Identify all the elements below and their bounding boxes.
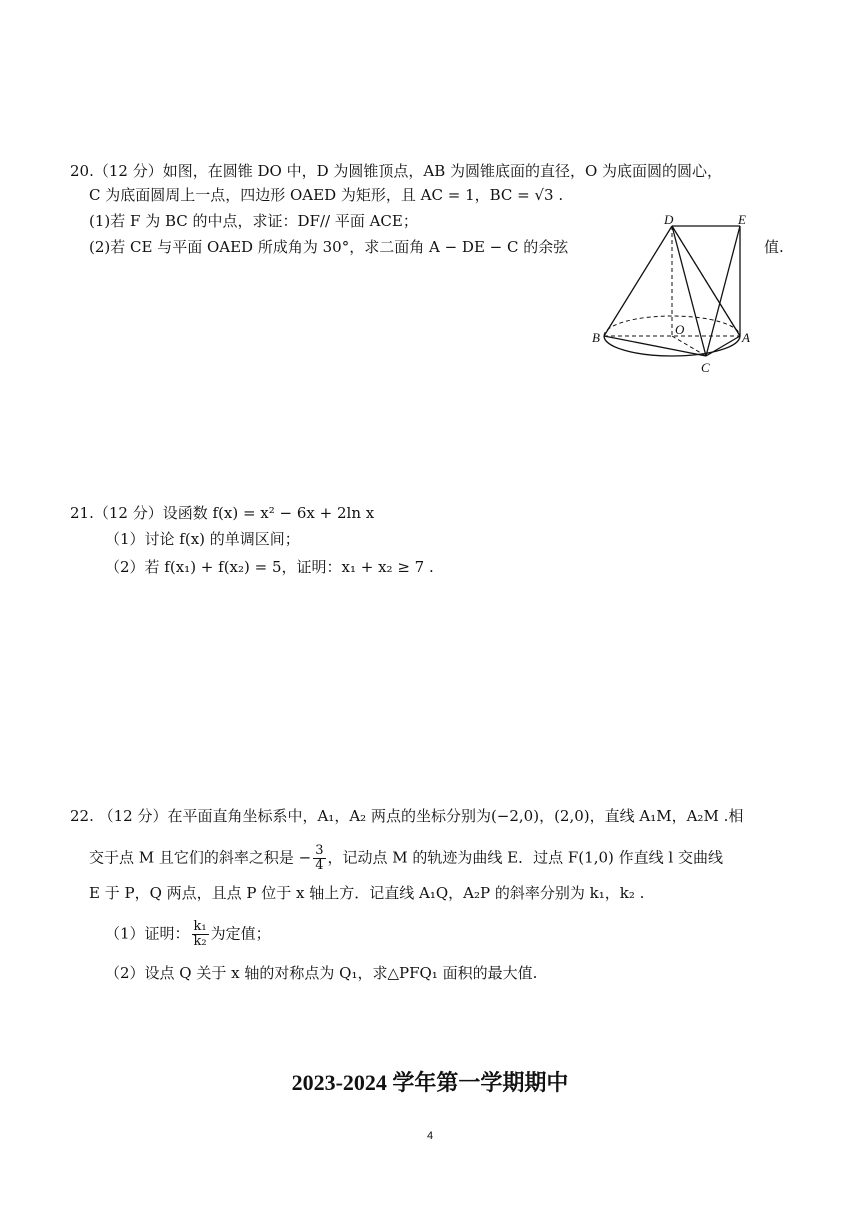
cone-figure [590,210,770,380]
label-a: A [742,330,750,345]
q22-line-3: E 于 P，Q 两点，且点 P 位于 x 轴上方．记直线 A₁Q，A₂P 的斜率分别为 k₁，k₂ . [89,884,645,902]
q20-part-2: (2)若 CE 与平面 OAED 所成角为 30°，求二面角 A − DE − C 的余弦 [89,238,569,256]
q22-part-2: （2）设点 Q 关于 x 轴的对称点为 Q₁，求△PFQ₁ 面积的最大值. [105,964,538,982]
label-d: D [664,212,674,227]
q21-part-1: （1）讨论 f(x) 的单调区间； [105,530,300,548]
k-ratio-fraction [192,920,209,949]
q20-part-2-tail: 值. [764,238,784,256]
q22-part-1-a: （1）证明： [105,924,190,943]
label-e: E [738,212,746,227]
q22-line-2 [89,844,723,873]
slope-product-fraction [313,844,325,873]
q21-part-2: （2）若 f(x₁) + f(x₂) = 5，证明：x₁ + x₂ ≥ 7 . [105,558,434,576]
q22-part-1-b: 为定值； [210,924,271,943]
q22-line-1: 22. （12 分）在平面直角坐标系中，A₁，A₂ 两点的坐标分别为(−2,0)，(2,0)，直线 A₁M，A₂M .相 [70,807,744,825]
label-c: C [701,360,710,375]
q20-part-1: (1)若 F 为 BC 的中点，求证：DF// 平面 ACE； [89,212,418,230]
q22-line-2-a: 交于点 M 且它们的斜率之积是 − [89,848,312,867]
k-numerator: k₁ [193,919,207,934]
label-b: B [592,330,600,345]
q20-line-1: 20.（12 分）如图，在圆锥 DO 中，D 为圆锥顶点，AB 为圆锥底面的直径，O 为底面圆的圆心， [70,162,723,180]
fraction-denominator: 4 [315,858,324,873]
page-number: 4 [426,1130,434,1142]
exam-heading: 2023-2024 学年第一学期期中 [291,1070,569,1095]
q20-line-2: C 为底面圆周上一点，四边形 OAED 为矩形，且 AC = 1，BC = √3 . [89,186,564,204]
q22-part-1 [105,920,271,949]
label-o: O [675,322,685,337]
q21-line-1: 21.（12 分）设函数 f(x) = x² − 6x + 2ln x [70,504,375,522]
q22-line-2-b: ，记动点 M 的轨迹为曲线 E．过点 F(1,0) 作直线 l 交曲线 [327,848,723,867]
fraction-numerator: 3 [315,843,324,858]
k-denominator: k₂ [193,934,207,949]
